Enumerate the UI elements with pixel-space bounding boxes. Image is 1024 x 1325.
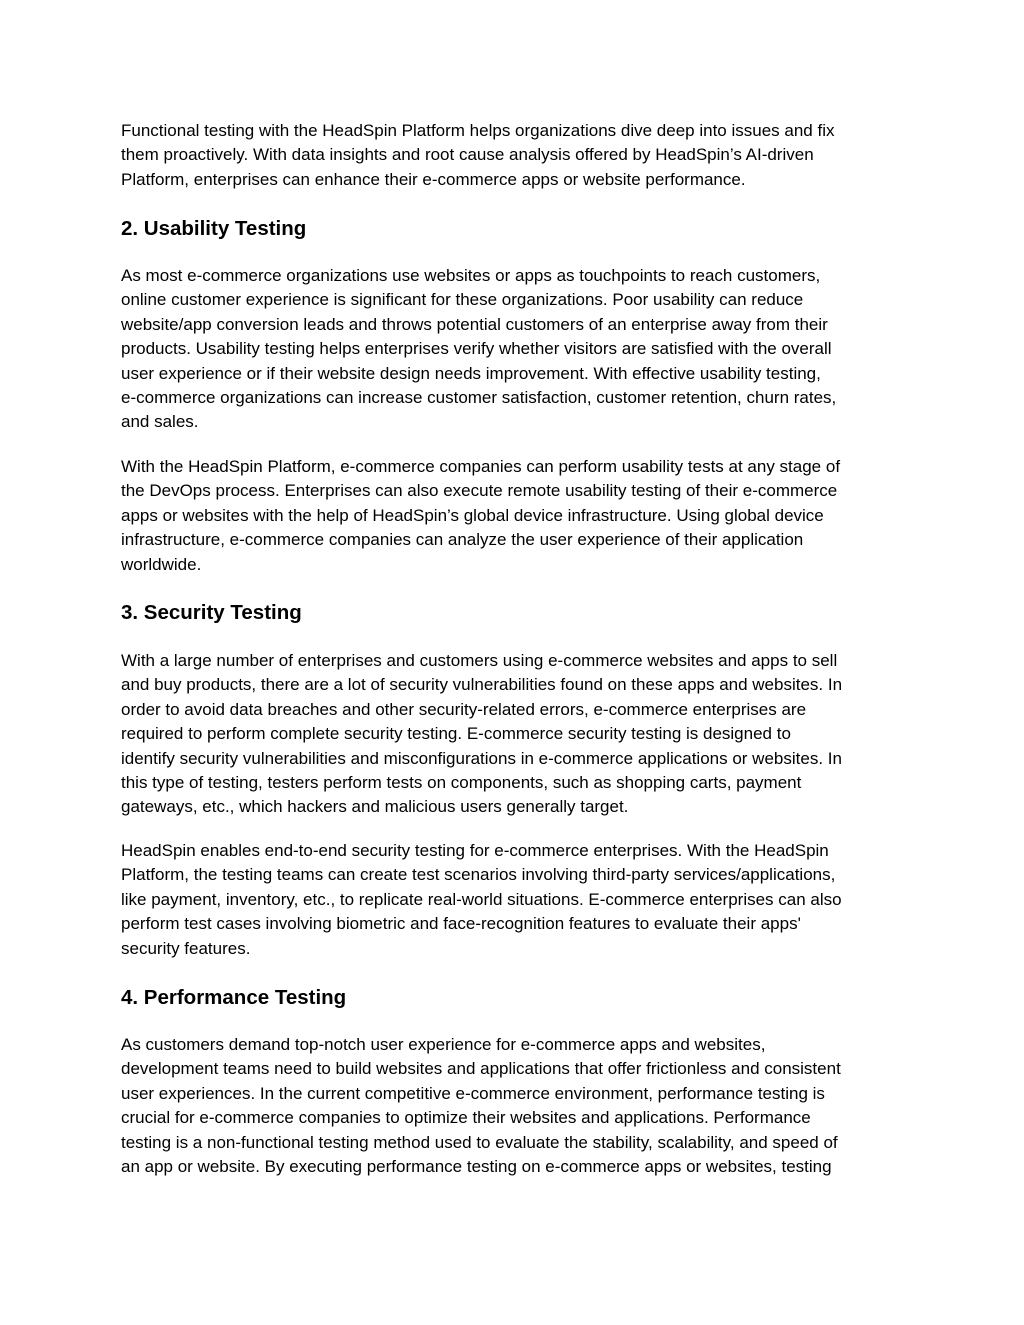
text-line: gateways, etc., which hackers and malicious users generally target. <box>121 797 629 817</box>
text-line: infrastructure, e-commerce companies can analyze the user experience of their application <box>121 530 804 550</box>
text-line: website/app conversion leads and throws potential customers of an enterprise away from their <box>121 314 828 334</box>
text-line: identify security vulnerabilities and misconfigurations in e-commerce applications or websites. In <box>121 748 842 768</box>
text-line: Platform, the testing teams can create test scenarios involving third-party services/applications, <box>121 865 836 885</box>
text-line: e-commerce organizations can increase customer satisfaction, customer retention, churn rates, <box>121 388 837 408</box>
text-line: online customer experience is significant for these organizations. Poor usability can reduce <box>121 290 804 310</box>
section-heading-usability-testing: 2. Usability Testing <box>121 217 307 240</box>
text-line: them proactively. With data insights and root cause analysis offered by HeadSpin’s AI-driven <box>121 145 814 165</box>
text-line: crucial for e-commerce companies to optimize their websites and applications. Performance <box>121 1108 811 1128</box>
text-line: Functional testing with the HeadSpin Platform helps organizations dive deep into issues and fix <box>121 121 835 140</box>
text-line: order to avoid data breaches and other security-related errors, e-commerce enterprises are <box>121 699 807 719</box>
text-line: With a large number of enterprises and customers using e-commerce websites and apps to sell <box>121 651 838 670</box>
text-line: this type of testing, testers perform tests on components, such as shopping carts, payment <box>121 773 802 793</box>
paragraph-usability-headspin <box>121 455 840 577</box>
paragraph-functional-testing <box>121 119 834 192</box>
text-line: products. Usability testing helps enterprises verify whether visitors are satisfied with the overall <box>121 339 832 359</box>
text-line: development teams need to build websites and applications that offer frictionless and consistent <box>121 1059 841 1079</box>
text-line: user experience or if their website design needs improvement. With effective usability testing, <box>121 363 821 383</box>
text-line: required to perform complete security testing. E-commerce security testing is designed to <box>121 724 791 744</box>
text-line: user experiences. In the current competitive e-commerce environment, performance testing is <box>121 1083 825 1103</box>
text-line: an app or website. By executing performance testing on e-commerce apps or websites, testing <box>121 1157 832 1177</box>
text-line: As most e-commerce organizations use websites or apps as touchpoints to reach customers, <box>121 266 821 285</box>
text-line: and sales. <box>121 412 199 432</box>
text-line: testing is a non-functional testing method used to evaluate the stability, scalability, and speed of <box>121 1132 838 1152</box>
text-line: HeadSpin enables end-to-end security testing for e-commerce enterprises. With the HeadSpin <box>121 841 829 860</box>
text-line: With the HeadSpin Platform, e-commerce companies can perform usability tests at any stage of <box>121 457 841 476</box>
text-line: security features. <box>121 938 251 958</box>
text-line: like payment, inventory, etc., to replicate real-world situations. E-commerce enterprises can also <box>121 889 842 909</box>
text-line: worldwide. <box>121 554 202 574</box>
paragraph-performance-intro <box>121 1033 841 1179</box>
text-line: the DevOps process. Enterprises can also execute remote usability testing of their e-commerce <box>121 481 838 501</box>
text-line: perform test cases involving biometric and face-recognition features to evaluate their apps' <box>121 914 801 934</box>
paragraph-security-headspin <box>121 839 842 961</box>
text-line: and buy products, there are a lot of security vulnerabilities found on these apps and websites. In <box>121 675 843 695</box>
text-line: As customers demand top-notch user experience for e-commerce apps and websites, <box>121 1035 766 1054</box>
text-line: apps or websites with the help of HeadSpin’s global device infrastructure. Using global device <box>121 505 824 525</box>
section-heading-security-testing: 3. Security Testing <box>121 601 302 624</box>
paragraph-usability-intro <box>121 264 836 435</box>
text-line: Platform, enterprises can enhance their e-commerce apps or website performance. <box>121 169 746 189</box>
paragraph-security-intro <box>121 649 842 820</box>
section-heading-performance-testing: 4. Performance Testing <box>121 986 347 1009</box>
